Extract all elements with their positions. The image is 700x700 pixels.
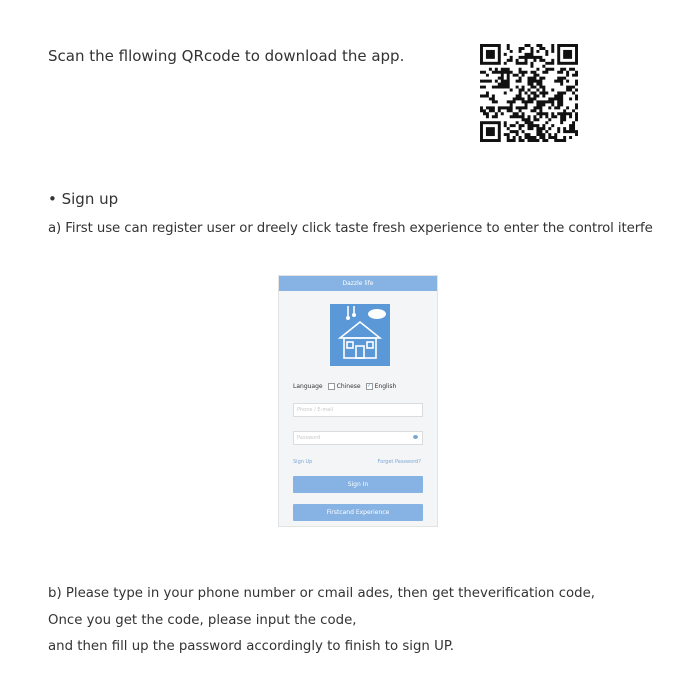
- chinese-checkbox[interactable]: [328, 383, 335, 390]
- sign-in-button[interactable]: Sign In: [293, 476, 423, 493]
- password-field[interactable]: [293, 431, 423, 445]
- sign-up-heading: • Sign up: [48, 190, 119, 208]
- house-icon: [330, 304, 390, 366]
- language-label: Language: [293, 383, 323, 390]
- app-title-bar: Dazzle life: [279, 276, 437, 291]
- experience-button[interactable]: Firstcand Experience: [293, 504, 423, 521]
- eye-icon[interactable]: [413, 435, 418, 439]
- language-row: [293, 383, 396, 390]
- step-b-line-3: and then fill up the password accordingly to finish to sign UP.: [48, 639, 454, 654]
- forgot-password-link[interactable]: Forget Password?: [377, 459, 421, 465]
- qr-code-icon: [480, 44, 578, 142]
- chinese-option-label: Chinese: [336, 383, 361, 390]
- step-a-text: a) First use can register user or dreely click taste fresh experience to enter the control iterfe: [48, 221, 653, 236]
- step-b-line-2: Once you get the code, please input the code,: [48, 613, 357, 628]
- intro-text: Scan the fllowing QRcode to download the app.: [48, 47, 405, 65]
- sign-up-link[interactable]: Sign Up: [293, 459, 313, 465]
- password-placeholder: Password: [297, 435, 321, 441]
- english-checkbox[interactable]: ✓: [367, 383, 372, 389]
- step-b-line-1: b) Please type in your phone number or cmail ades, then get theverification code,: [48, 586, 595, 601]
- english-option-label: English: [374, 383, 397, 390]
- phone-email-field[interactable]: Phone / E-mail: [293, 403, 423, 417]
- app-screenshot: [278, 275, 438, 527]
